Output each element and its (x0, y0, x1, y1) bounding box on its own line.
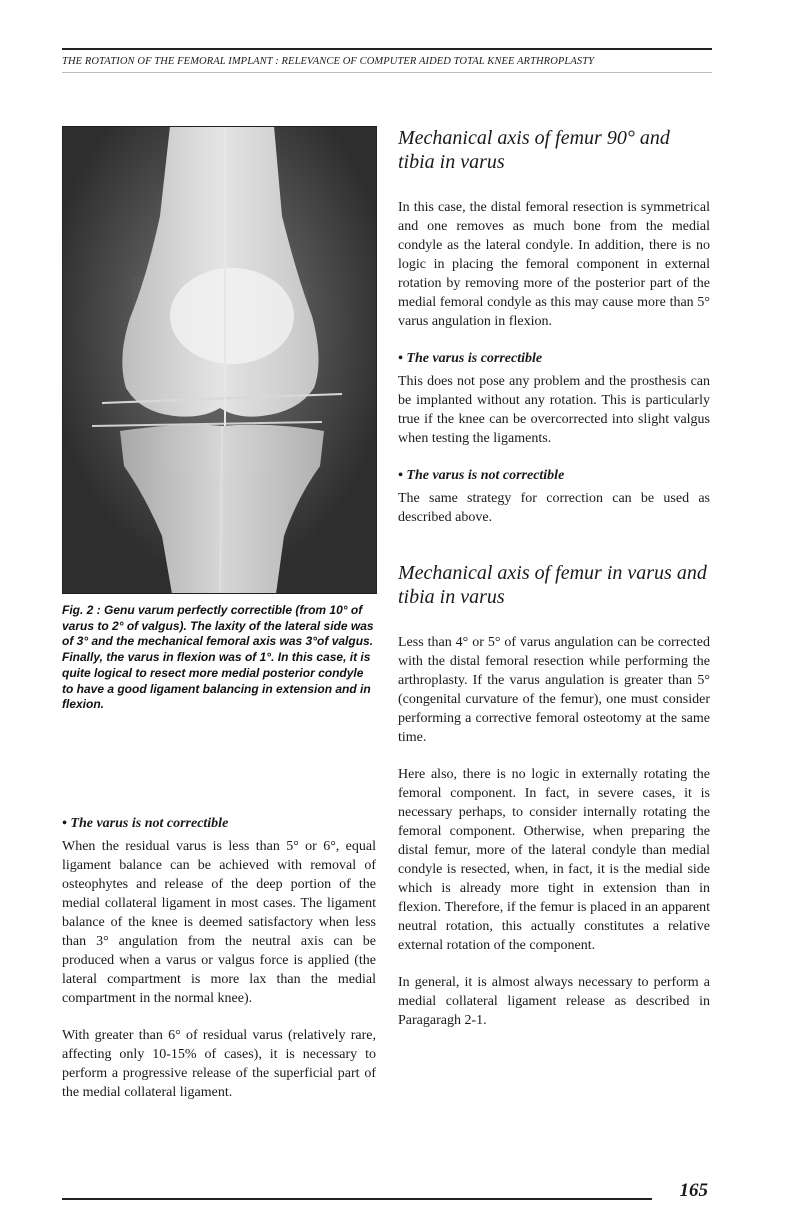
subheading-varus-not-correctible: • The varus is not correctible (398, 468, 565, 483)
paragraph: Less than 4° or 5° of varus angulation can be corrected with the distal femoral resection while performing the arthroplasty. If the varus angulation is greater than 5° (congenital curvature of the femur), one must consider performing a corrective femoral osteotomy at the same time. (398, 635, 710, 745)
subheading-varus-correctible: • The varus is correctible (398, 351, 543, 366)
page-number: 165 (679, 1180, 708, 1201)
section-heading: Mechanical axis of femur in varus and tibia in varus (398, 562, 707, 608)
header-rule (62, 72, 712, 73)
figure-caption: Fig. 2 : Genu varum perfectly correctible (from 10° of varus to 2° of valgus). The laxity of the lateral side was of 3° and the mechanical femoral axis was 3°of valgus. Finally, the varus in flexion was of 1°. In this case, it is quite logical to resect more medial posterior condyle to have a good ligament balancing in extension and in flexion. (62, 603, 374, 712)
paragraph: When the residual varus is less than 5° or 6°, equal ligament balance can be achieved with removal of osteophytes and release of the deep portion of the medial collateral ligament in most cases. The ligament balance of the knee is deemed satisfactory when less than 3° angulation from the neutral axis can be produced when a varus or valgus force is applied (the lateral compartment is more lax than the medial compartment in the normal knee). (62, 839, 376, 1006)
section-heading: Mechanical axis of femur 90° and tibia in varus (398, 127, 670, 173)
left-column (62, 814, 376, 1102)
running-title: THE ROTATION OF THE FEMORAL IMPLANT : RELEVANCE OF COMPUTER AIDED TOTAL KNEE ARTHROPLASTY (62, 56, 595, 67)
running-header (62, 48, 712, 67)
paragraph: With greater than 6° of residual varus (relatively rare, affecting only 10-15% of cases), it is necessary to perform a progressive release of the superficial part of the medial collateral ligament. (62, 1028, 376, 1100)
paragraph: This does not pose any problem and the prosthesis can be implanted without any rotation. This is particularly true if the knee can be overcorrected into slight valgus when testing the ligaments. (398, 374, 710, 446)
subheading-varus-not-correctible: • The varus is not correctible (62, 816, 229, 831)
paragraph: Here also, there is no logic in externally rotating the femoral component. In fact, in severe cases, it is necessary perhaps, to consider internally rotating the femoral component. Otherwise, when preparing the distal femur, more of the lateral condyle than medial condyle is resected, when, in fact, it is the medial side which is already more tight in extension than in flexion. Therefore, if the femur is placed in an apparent neutral rotation, this actually constitutes a relative external rotation of the component. (398, 767, 710, 953)
paragraph: In general, it is almost always necessary to perform a medial collateral ligament release as described in Paragaragh 2-1. (398, 975, 710, 1028)
footer-rule (62, 1198, 652, 1200)
knee-xray-figure (62, 126, 377, 594)
paragraph: The same strategy for correction can be used as described above. (398, 491, 710, 525)
knee-xray-image (62, 126, 377, 594)
paragraph: In this case, the distal femoral resection is symmetrical and one removes as much bone from the medial condyle as the lateral condyle. In addition, there is no logic in placing the femoral component in external rotation by removing more of the posterior part of the medial femoral condyle as this may cause more than 5° varus angulation in flexion. (398, 200, 710, 329)
right-column (398, 126, 710, 1030)
